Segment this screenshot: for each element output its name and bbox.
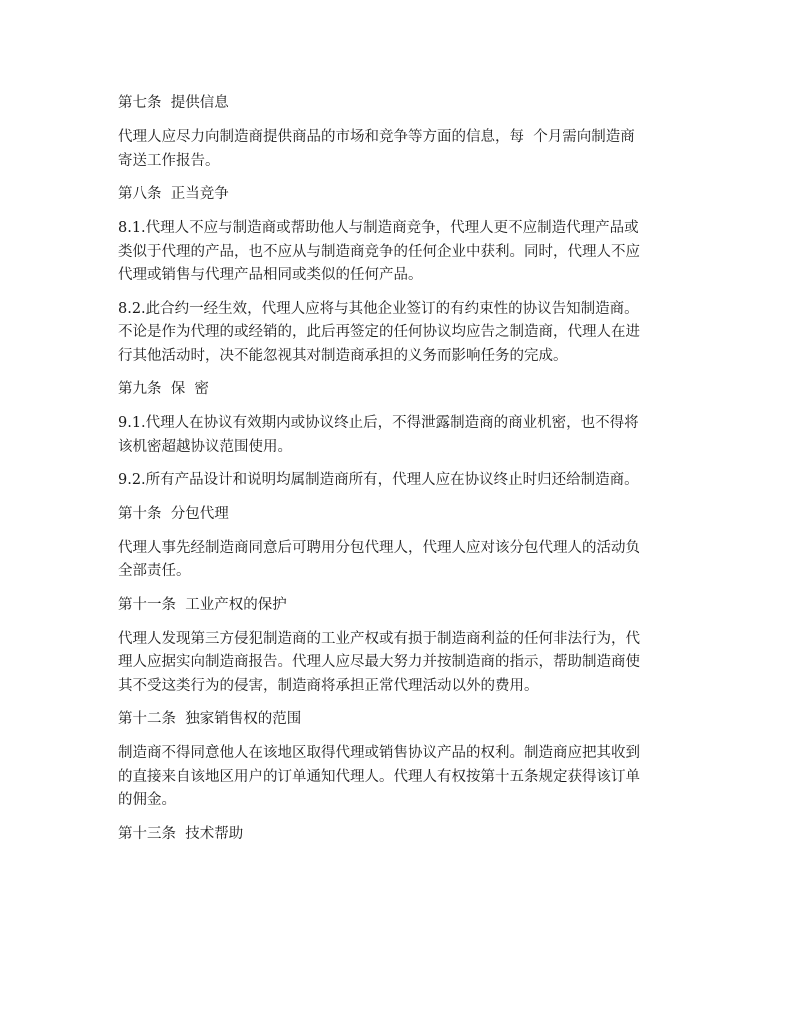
paragraph-line: 代理人事先经制造商同意后可聘用分包代理人，代理人应对该分包代理人的活动负 xyxy=(118,539,640,556)
paragraph-line: 制造商不得同意他人在该地区取得代理或销售协议产品的权利。制造商应把其收到 xyxy=(118,745,640,761)
paragraph-line: 8.1.代理人不应与制造商或帮助他人与制造商竞争，代理人更不应制造代理产品或 xyxy=(118,220,639,236)
paragraph-line: 代理人应尽力向制造商提供商品的市场和竞争等方面的信息，每 个月需向制造商 xyxy=(118,129,635,145)
section-heading: 第十条 分包代理 xyxy=(118,505,229,522)
section-heading: 第七条 提供信息 xyxy=(118,95,229,111)
paragraph xyxy=(118,412,680,459)
paragraph xyxy=(118,537,680,584)
paragraph-line: 8.2.此合约一经生效，代理人应将与其他企业签订的有约束性的协议告知制造商。 xyxy=(118,300,639,317)
paragraph xyxy=(118,298,680,369)
section-heading: 第八条 正当竞争 xyxy=(118,186,229,202)
paragraph-line: 其不受这类行为的侵害，制造商将承担正常代理活动以外的费用。 xyxy=(118,677,539,694)
paragraph-line: 全部责任。 xyxy=(118,563,191,579)
paragraph-line: 不论是作为代理的或经销的，此后再签定的任何协议均应告之制造商，代理人在进 xyxy=(118,324,640,340)
paragraph xyxy=(118,628,680,699)
paragraph-line: 9.1.代理人在协议有效期内或协议终止后，不得泄露制造商的商业机密，也不得将 xyxy=(118,415,639,431)
paragraph-line: 代理人发现第三方侵犯制造商的工业产权或有损于制造商利益的任何非法行为，代 xyxy=(118,630,640,647)
paragraph-line: 寄送工作报告。 xyxy=(118,152,220,169)
paragraph xyxy=(118,469,680,493)
paragraph-line: 该机密超越协议范围使用。 xyxy=(118,438,292,455)
paragraph xyxy=(118,742,680,813)
paragraph-line: 代理或销售与代理产品相同或类似的任何产品。 xyxy=(118,267,423,283)
paragraph-line: 的佣金。 xyxy=(118,792,176,808)
paragraph-line: 行其他活动时，决不能忽视其对制造商承担的义务而影响任务的完成。 xyxy=(118,347,568,364)
paragraph-line: 理人应据实向制造商报告。代理人应尽最大努力并按制造商的指示，帮助制造商使 xyxy=(118,654,640,670)
section-heading: 第十二条 独家销售权的范围 xyxy=(118,711,302,727)
paragraph-line: 9.2.所有产品设计和说明均属制造商所有，代理人应在协议终止时归还给制造商。 xyxy=(118,472,639,488)
section-heading: 第十三条 技术帮助 xyxy=(118,825,244,842)
section-heading: 第十一条 工业产权的保护 xyxy=(118,596,287,613)
paragraph-line: 的直接来自该地区用户的订单通知代理人。代理人有权按第十五条规定获得该订单 xyxy=(118,768,640,785)
section-heading: 第九条 保 密 xyxy=(118,381,209,397)
paragraph xyxy=(118,217,680,288)
paragraph xyxy=(118,126,680,173)
document-page xyxy=(118,92,680,857)
paragraph-line: 类似于代理的产品，也不应从与制造商竞争的任何企业中获利。同时，代理人不应 xyxy=(118,243,640,260)
